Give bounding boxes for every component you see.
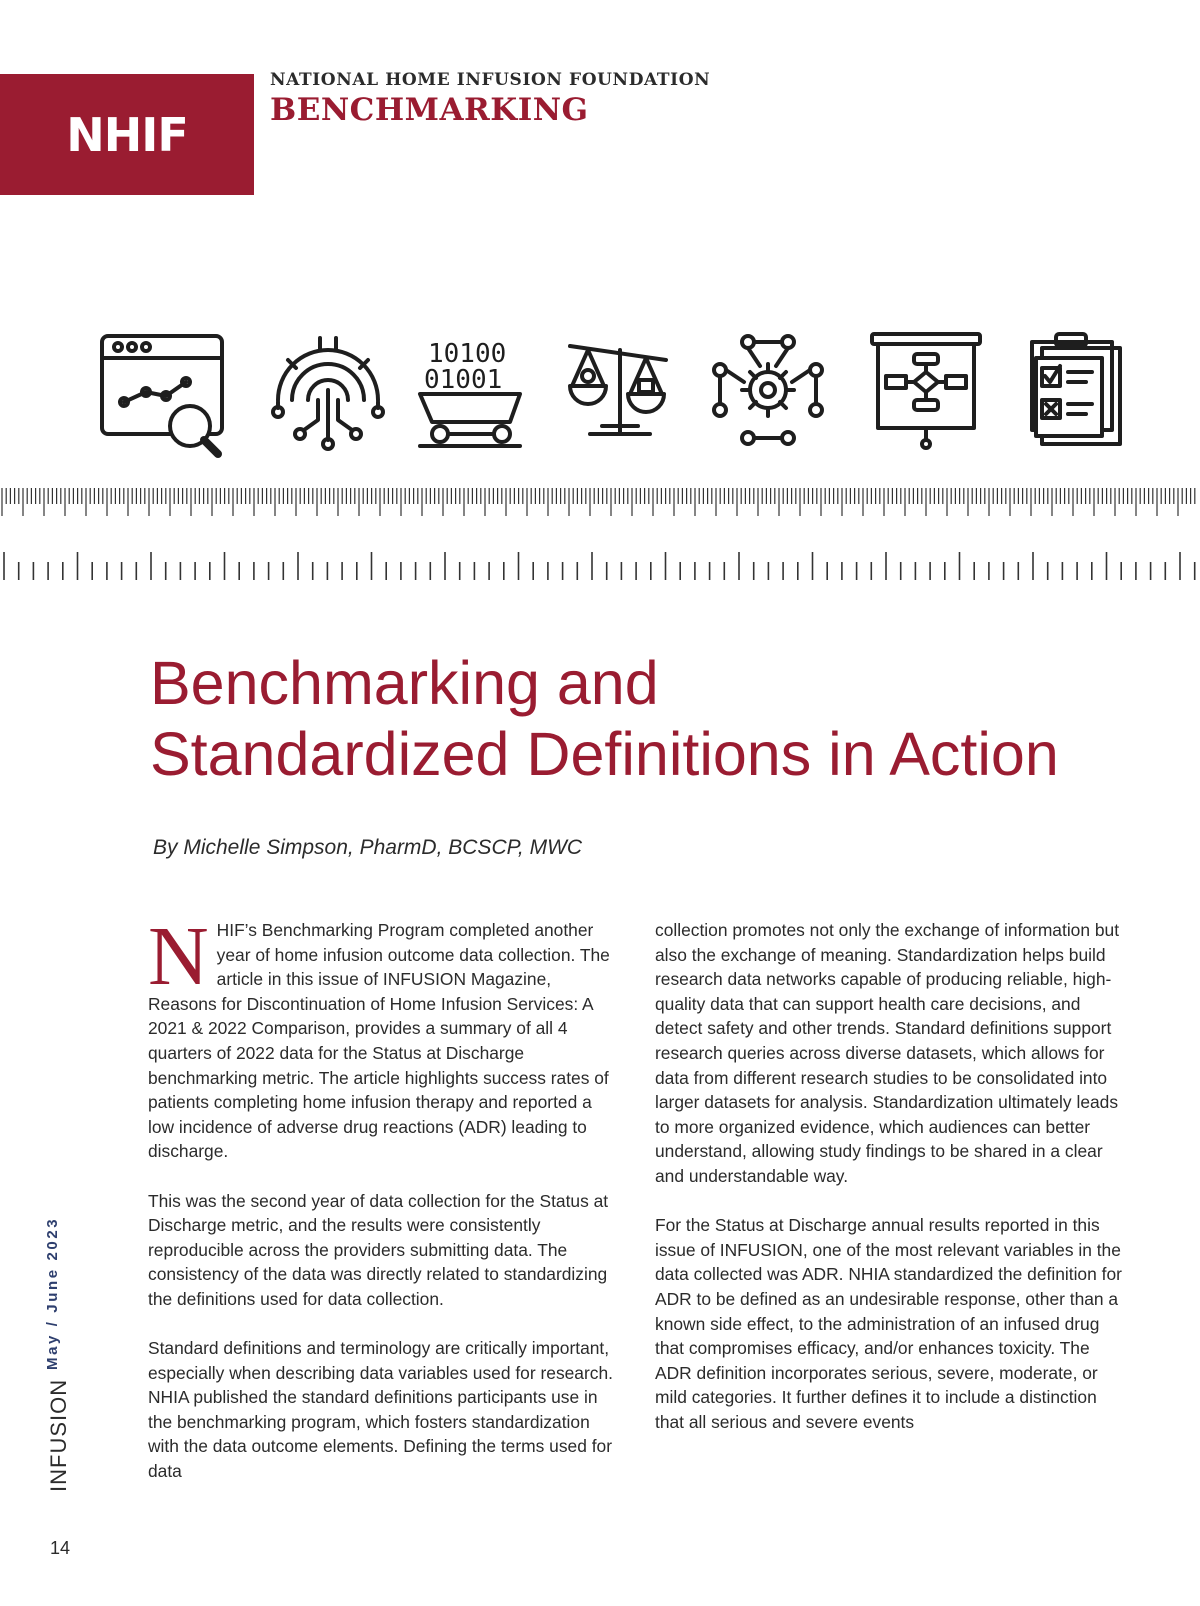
- gear-network-icon: [268, 330, 388, 460]
- analytics-window-icon: [98, 330, 228, 460]
- article-title-line2: Standardized Definitions in Action: [150, 720, 1059, 788]
- body-paragraph: This was the second year of data collection for the Status at Discharge metric, and the results were consistently reproducible across the providers submitting data. The consistency of the data was directly related to standardizing the definitions used for data collection.: [148, 1190, 609, 1309]
- magazine-name: INFUSION: [46, 1378, 71, 1492]
- binary-data-cart-icon: [416, 330, 526, 460]
- logo-text: NHIF: [66, 107, 188, 162]
- organization-name: NATIONAL HOME INFUSION FOUNDATION: [270, 70, 711, 90]
- checklist-clipboard-icon: [1020, 330, 1130, 460]
- drop-cap: N: [148, 910, 209, 1003]
- body-paragraph: Standard definitions and terminology are critically important, especially when describing data variables used for research. NHIA published the standard definitions participants use in the benchmarking program, which fosters standardization with the data outcome elements. Defining the terms used for data: [148, 1338, 613, 1482]
- body-column-left: [148, 910, 613, 1508]
- flowchart-board-icon: [868, 330, 988, 460]
- svg-text:01001: 01001: [424, 365, 503, 395]
- balance-scale-icon: [566, 330, 676, 460]
- ruler-band-coarse: [0, 550, 1200, 580]
- paragraph-text: HIF’s Benchmarking Program completed another year of home infusion outcome data collection. The article in this issue of INFUSION Magazine, Reasons for Discontinuation of Home Infusion Services: A 2021 & 2022 Comparison, provides a summary of all 4 quarters of 2022 data for the Status at Discharge benchmarking metric. The article highlights success rates of patients completing home infusion therapy and reported a low incidence of adverse drug reactions (ADR) leading to discharge.: [148, 920, 610, 1162]
- svg-text:10100: 10100: [428, 339, 507, 369]
- article-title: [150, 648, 1150, 790]
- byline: By Michelle Simpson, PharmD, BCSCP, MWC: [153, 836, 583, 859]
- nhif-logo: [0, 74, 254, 195]
- icon-row: [0, 330, 1200, 460]
- article-title-line1: Benchmarking and: [150, 649, 659, 717]
- section-title: BENCHMARKING: [270, 92, 589, 128]
- ruler-band-fine: [0, 488, 1200, 520]
- page-number: 14: [50, 1538, 71, 1558]
- body-paragraph: [148, 910, 613, 1164]
- body-paragraph: collection promotes not only the exchange of information but also the exchange of meaning. Standardization helps build research data networks capable of producing reliable, high-quality data that can support health care decisions, and detect safety and other trends. Standard definitions support research queries across diverse datasets, which allows for data from different research studies to be consolidated into larger datasets for analysis. Standardization ultimately leads to more organized evidence, which audiences can better understand, allowing study findings to be shared in a clear and understandable way.: [655, 920, 1120, 1186]
- body-paragraph: For the Status at Discharge annual results reported in this issue of INFUSION, one of the most relevant variables in the data collected was ADR. NHIA standardized the definition for ADR to be defined as an undesirable response, other than a known side effect, to the administration of an infused drug that compromises efficacy, and/or enhances toxicity. The ADR definition incorporates serious, severe, moderate, or mild categories. It further defines it to include a distinction that all serious and severe events: [655, 1215, 1122, 1432]
- gear-hub-icon: [708, 330, 828, 460]
- issue-date: May / June 2023: [44, 1216, 61, 1370]
- body-column-right: [655, 918, 1125, 1459]
